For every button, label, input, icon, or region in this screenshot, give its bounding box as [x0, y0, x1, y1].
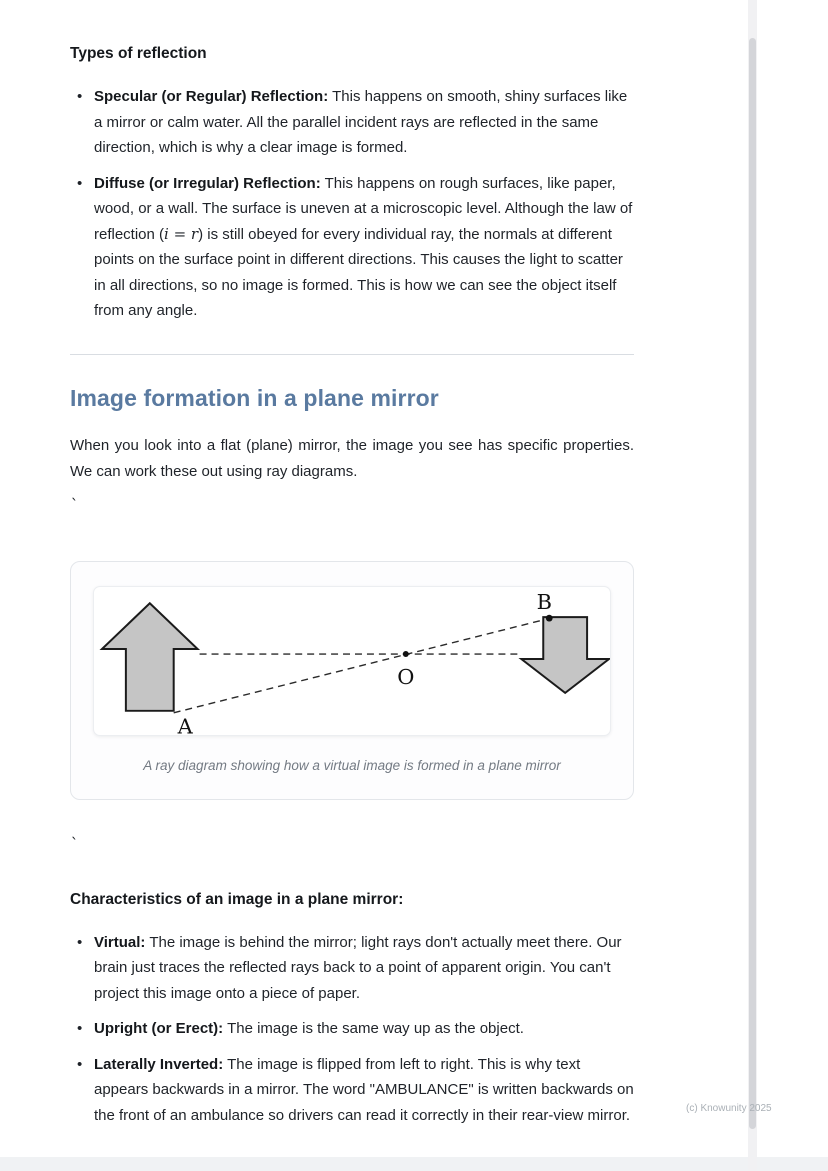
list-item-virtual: [70, 930, 634, 1007]
types-of-reflection-heading: Types of reflection: [70, 45, 207, 62]
bullet-text: ) is still obeyed for every individual ray, the normals at different points on the surface point in different directions. This causes the light to scatter in all directions, so no image is formed. This is how we can see the object itself from any angle.: [94, 225, 623, 319]
point-b-dot: [546, 614, 553, 621]
characteristics-list: [70, 930, 634, 1129]
object-arrow-up: [102, 603, 198, 711]
content-column: [70, 44, 634, 1138]
figure-caption: A ray diagram showing how a virtual image is formed in a plane mirror: [143, 757, 561, 773]
bullet-term: Specular (or Regular) Reflection:: [94, 88, 329, 105]
characteristics-heading: Characteristics of an image in a plane mirror:: [70, 890, 404, 908]
list-item-diffuse: [70, 171, 634, 324]
bullet-term: Virtual:: [94, 933, 146, 951]
stray-backtick: `: [70, 834, 80, 853]
ray-line-oblique: [174, 618, 551, 713]
bullet-term: Laterally Inverted:: [94, 1055, 224, 1073]
bullet-text: The image is the same way up as the object.: [227, 1020, 524, 1037]
plane-mirror-heading: Image formation in a plane mirror: [70, 384, 439, 411]
inline-math: i = r: [164, 224, 199, 243]
ray-diagram-panel: [93, 586, 611, 736]
image-arrow-down: [521, 617, 609, 693]
section-divider: [70, 354, 634, 355]
bullet-term: Upright (or Erect):: [94, 1020, 224, 1037]
bullet-text: The image is behind the mirror; light rays don't actually meet there. Our brain just traces the reflected rays back to a point of apparent origin. You can't project this image onto a piece of paper.: [94, 933, 622, 1002]
label-b: B: [536, 589, 552, 614]
watermark-text: (c) Knowunity 2025: [686, 1103, 772, 1114]
list-item-laterally-inverted: [70, 1052, 634, 1129]
point-o-dot: [403, 651, 409, 657]
ray-diagram-card: [70, 561, 634, 800]
label-o: O: [397, 664, 415, 689]
list-item-specular: [70, 84, 634, 161]
bullet-text: This happens on rough surfaces, like paper, wood, or a wall. The surface is uneven at a microscopic level. Although the law of reflection (: [94, 174, 633, 243]
bullet-term: Diffuse (or Irregular) Reflection:: [94, 174, 321, 192]
scrollbar-track[interactable]: [748, 0, 757, 1171]
scrollbar-thumb[interactable]: [749, 38, 756, 1129]
reflection-types-list: [70, 84, 634, 324]
bullet-text: This happens on smooth, shiny surfaces like a mirror or calm water. All the parallel incident rays are reflected in the same direction, which is why a clear image is formed.: [94, 88, 628, 156]
list-item-upright: [70, 1016, 634, 1042]
page-bottom-edge: [0, 1157, 828, 1171]
label-a: A: [177, 714, 193, 736]
bullet-text: The image is flipped from left to right. This is why text appears backwards in a mirror. The word "AMBULANCE" is written backwards on the front of an ambulance so drivers can read it correctly in their rear-view mirror.: [94, 1055, 634, 1124]
ray-diagram-svg: [94, 587, 610, 736]
stray-backtick: `: [70, 495, 80, 514]
intro-paragraph: When you look into a flat (plane) mirror, the image you see has specific properties. We can work these out using ray diagrams.: [70, 436, 634, 480]
